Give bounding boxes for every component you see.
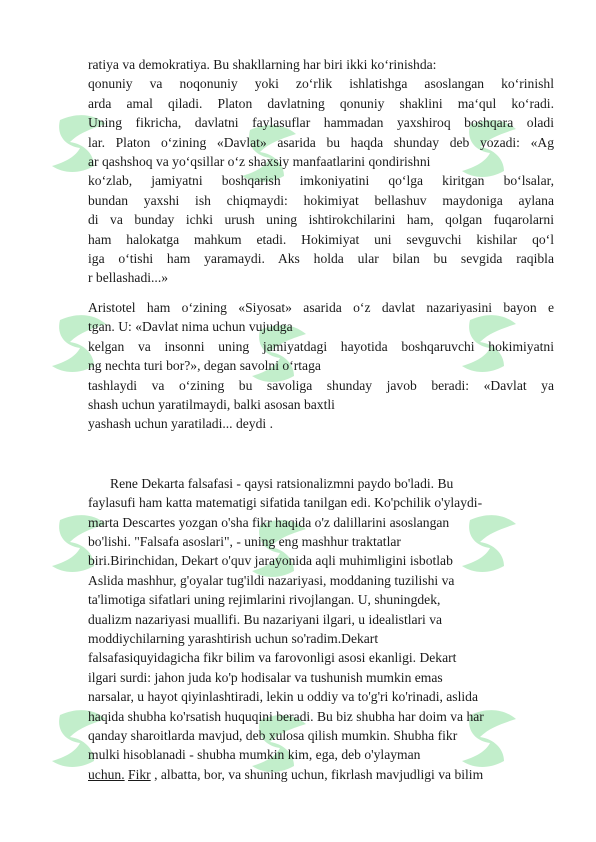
text-line: tgan. U: «Davlat nima uchun vujudga <box>88 319 293 335</box>
text-line: arda amal qiladi. Platon davlatning qonuniy shaklini ma‘qul ko‘radi. <box>88 95 554 111</box>
text-line: yashash uchun yaratiladi... deydi . <box>88 416 273 432</box>
text-line: bo'lishi. "Falsafa asoslari", - uning eng mashhur traktatlar <box>88 533 401 549</box>
text-line: Aristotel ham o‘zining «Siyosat» asarida o‘z davlat nazariyasini bayon e <box>88 299 554 315</box>
text-line: qonuniy va noqonuniy yoki zo‘rlik ishlatishga asoslangan ko‘rinishl <box>88 76 554 92</box>
text-line: dualizm nazariyasi muallifi. Bu nazariyani ilgari, u idealistlari va <box>88 611 443 627</box>
text-line: ar qashshoq va yo‘qsillar o‘z shaxsiy manfaatlarini qondirishni <box>88 154 431 170</box>
text-line: biri.Birinchidan, Dekart o'quv jarayonida aqli muhimligini isbotlab <box>88 553 453 569</box>
text-line: di va bunday ichki urush uning ishtirokchilarini ham, qolgan fuqarolarni <box>88 212 554 228</box>
text-line: faylasufi ham katta matematigi sifatida tanilgan edi. Ko'pchilik o'ylaydi- <box>88 495 483 511</box>
underlined-word: uchun. <box>88 766 125 782</box>
paragraph-platon <box>88 55 554 288</box>
underlined-word: Fikr <box>128 766 151 782</box>
text-line: kelgan va insonni uning jamiyatdagi hayotida boshqaruvchi hokimiyatni <box>88 338 554 354</box>
paragraph-aristotel <box>88 298 554 434</box>
text-line-last: uchun. Fikr , albatta, bor, va shuning uchun, fikrlash mavjudligi va bilim <box>88 766 484 782</box>
text-line: Rene Dekarta falsafasi - qaysi ratsionalizmni paydo bo'ladi. Bu <box>110 475 454 491</box>
text-line: Uning fikricha, davlatni faylasuflar hammadan yaxshiroq boshqara oladi <box>88 115 554 131</box>
text-line: lar. Platon o‘zining «Davlat» asarida bu haqda shunday deb yozadi: «Ag <box>88 134 554 150</box>
text-line: moddiychilarning yarashtirish uchun so'radim.Dekart <box>88 630 379 646</box>
text-line: Aslida mashhur, g'oyalar tug'ildi nazariyasi, moddaning tuzilishi va <box>88 572 455 588</box>
document-body <box>88 55 554 784</box>
text-line: mulki hisoblanadi - shubha mumkin kim, ega, deb o'ylayman <box>88 747 421 763</box>
text-line: ng nechta turi bor?», degan savolni o‘rtaga <box>88 358 321 374</box>
text-line: ta'limotiga sifatlari uning rejimlarini rivojlangan. U, shuningdek, <box>88 592 441 608</box>
text-line: shash uchun yaratilmaydi, balki asosan baxtli <box>88 396 335 412</box>
text-line: iga o‘tishi ham yaramaydi. Aks holda ular bilan bu sevgida raqibla <box>88 251 554 267</box>
text-line: r bellashadi...» <box>88 270 169 286</box>
text-line: bundan yaxshi ish chiqmaydi: hokimiyat bellashuv maydoniga aylana <box>88 192 554 208</box>
text-line: narsalar, u hayot qiyinlashtiradi, lekin u oddiy va to'g'ri ko'rinadi, aslida <box>88 689 478 705</box>
text-line: falsafasiquyidagicha fikr bilim va farovonligi asosi ekanligi. Dekart <box>88 650 457 666</box>
text-line: haqida shubha ko'rsatish huquqini beradi. Bu biz shubha har doim va har <box>88 708 484 724</box>
text-line: ilgari surdi: jahon juda ko'p hodisalar va tushunish mumkin emas <box>88 669 443 685</box>
text-line: qanday sharoitlarda mavjud, deb xulosa qilish mumkin. Shubha fikr <box>88 728 458 743</box>
text-line: ratiya va demokratiya. Bu shakllarning har biri ikki ko‘rinishda: <box>88 57 437 72</box>
paragraph-dekart <box>88 474 554 785</box>
text-line: tashlaydi va o‘zining bu savoliga shunday javob beradi: «Davlat ya <box>88 377 554 393</box>
text-line: ko‘zlab, jamiyatni boshqarish imkoniyatini qo‘lga kiritgan bo‘lsalar, <box>88 173 554 189</box>
text-line: marta Descartes yozgan o'sha fikr haqida o'z dalillarini asoslangan <box>88 514 450 530</box>
text-line: ham halokatga mahkum etadi. Hokimiyat uni sevguvchi kishilar qo‘l <box>88 231 554 247</box>
